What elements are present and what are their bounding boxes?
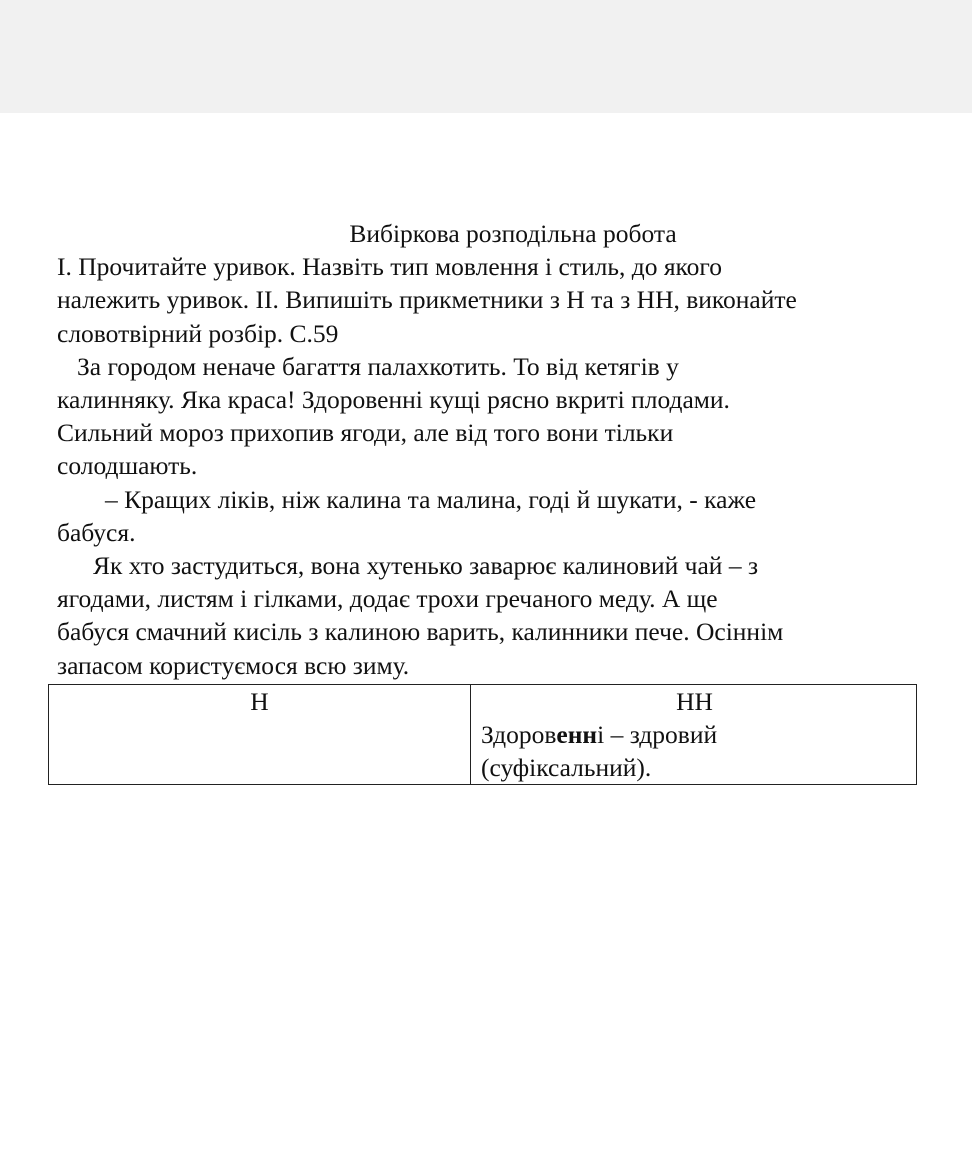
text-line: солодшають. (57, 451, 198, 481)
column-header-n: Н (250, 687, 269, 716)
text-paragraph-2 (57, 483, 927, 549)
column-header-nn: НН (676, 687, 713, 716)
nn-entry-suffix-highlight: енн (556, 720, 598, 750)
text-line: Сильний мороз прихопив ягоди, але від того вони тільки (57, 418, 674, 448)
text-line: – Кращих ліків, ніж калина та малина, годі й шукати, - каже (105, 484, 757, 514)
top-gray-band (0, 0, 972, 113)
adjectives-table (48, 684, 917, 785)
text-line: бабуся смачний кисіль з калиною варить, калинники пече. Осіннім (57, 617, 784, 647)
text-paragraph-3 (57, 549, 927, 682)
document-page (57, 217, 927, 682)
text-line: ягодами, листям і гілками, додає трохи гречаного меду. А ще (57, 584, 718, 614)
table-column-nn (471, 685, 916, 784)
text-line: запасом користуємося всю зиму. (57, 650, 410, 680)
task-line: I. Прочитайте уривок. Назвіть тип мовлення і стиль, до якого (57, 252, 722, 282)
text-line: Як хто застудиться, вона хутенько заварює калиновий чай – з (93, 551, 759, 581)
text-line: За городом неначе багаття палахкотить. То від кетягів у (77, 351, 679, 381)
text-line: калинняку. Яка краса! Здоровенні кущі рясно вкриті плодами. (57, 385, 730, 415)
nn-entry (481, 718, 916, 751)
nn-entry-rest: і – здровий (597, 720, 718, 750)
document-title: Вибіркова розподільна робота (349, 219, 677, 248)
task-line: словотвірний розбір. С.59 (57, 318, 339, 348)
text-line: бабуся. (57, 517, 136, 547)
table-column-n (49, 685, 471, 784)
nn-entry-type: (суфіксальний). (481, 753, 652, 783)
task-instructions (57, 250, 927, 350)
task-line: належить уривок. II. Випишіть прикметники з Н та з НН, виконайте (57, 285, 797, 315)
text-paragraph-1 (57, 350, 927, 483)
nn-entry-prefix: Здоров (481, 720, 557, 750)
